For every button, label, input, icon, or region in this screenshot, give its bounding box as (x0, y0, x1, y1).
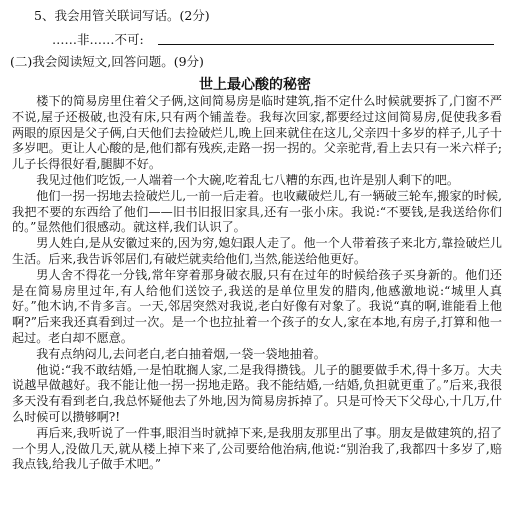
sentence-pattern-prompt: ……非……不可: (52, 32, 144, 47)
paragraph: 我有点纳闷儿,去问老白,老白抽着烟,一袋一袋地抽着。 (36, 346, 326, 361)
paragraph: 我见过他们吃饭,一人端着一个大碗,吃着乱七八糟的东西,也许是别人剩下的吧。 (36, 172, 459, 187)
paragraph: 再后来,我听说了一件事,眼泪当时就掉下来,是我朋友那里出了事。朋友是做建筑的,招了一个男人,没做几天,就从楼上掉下来了,公司要给他治病,他说:“别治我了,我都四十多岁了,赔我点钱,给我儿子做手术吧。” (12, 425, 502, 472)
paragraph: 男人舍不得花一分钱,常年穿着那身破衣服,只有在过年的时候给孩子买身新的。他们还是在简易房里过年,有人给他们送饺子,我送的是单位里发的腊肉,他感激地说:“城里人真好。”他木讷,不肯多言。一天,邻居突然对我说,老白好像有对象了。我说“真的啊,谁能看上他啊?”后来我还真看到过一次。是一个也拉扯着一个孩子的女人,家在本地,有房子,打算和他一起过。老白却不愿意。 (12, 267, 502, 345)
question-5: 5、我会用管关联词写话。(2分) (34, 8, 210, 23)
paragraph: 他说:“我不敢结婚,一是怕耽搁人家,二是我得攒钱。儿子的腿要做手术,得十多万。大夫说越早做越好。我不能让他一拐一拐地走路。我不能结婚,一结婚,负担就更重了。”后来,我很多天没有看到老白,我总怀疑他去了外地,因为简易房拆掉了。只是可怜天下父母心,十几万,什么时候可以攒够啊?! (12, 362, 502, 424)
paragraph: 楼下的简易房里住着父子俩,这间简易房是临时建筑,指不定什么时候就要拆了,门窗不严不说,屋子还极破,也没有床,只有两个铺盖卷。我每次回家,都要经过这间简易房,促使我多看两眼的原因是父子俩,白天他们去捡破烂儿,晚上回来就住在这儿,父亲四十多岁的样子,儿子十多岁吧。更让人心酸的是,他们都有残疾,走路一拐一拐的。父亲驼背,看上去只有一米六样子;儿子长得很好看,腿脚不好。 (12, 94, 502, 172)
section-heading: (二)我会阅读短文,回答问题。(9分) (10, 54, 204, 69)
passage-title: 世上最心酸的秘密 (199, 77, 311, 93)
answer-blank-line[interactable] (158, 44, 494, 45)
paragraph: 他们一拐一拐地去捡破烂儿,一前一后走着。也收藏破烂儿,有一辆破三轮车,搬家的时候,我把不要的东西给了他们——旧书旧报旧家具,还有一张小床。我说:“不要钱,是我送给你们的。”显然他们很感动。就这样,我们认识了。 (12, 188, 502, 235)
paragraph: 男人姓白,是从安徽过来的,因为穷,媳妇跟人走了。他一个人带着孩子来北方,靠捡破烂儿生活。后来,我告诉邻居们,有破烂就卖给他们,当然,能送给他更好。 (12, 236, 502, 266)
passage-body (12, 94, 502, 473)
